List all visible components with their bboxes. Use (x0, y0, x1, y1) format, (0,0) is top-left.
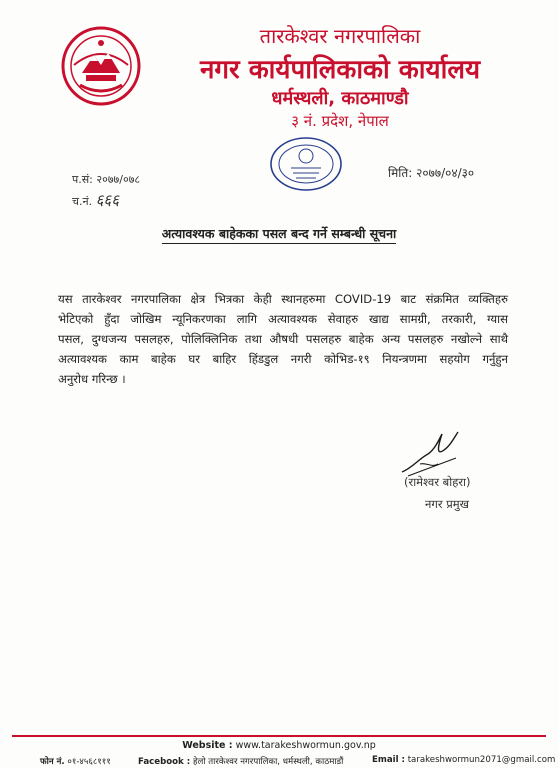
notice-body (58, 289, 508, 389)
signer-designation: नगर प्रमुख (425, 497, 470, 511)
phone-label: फोन नं. (40, 757, 65, 767)
footer-website (0, 740, 558, 751)
facebook-page[interactable]: हेलो तारकेश्वर नगरपालिका, धर्मस्थली, काठमाडौं (192, 757, 344, 767)
ref-cn-value: ६६६ (95, 191, 119, 209)
footer-email (372, 755, 555, 765)
ref-cn-label: च.नं. (72, 195, 93, 208)
signer-name: (रामेश्वर बोहरा) (404, 475, 471, 489)
footer-phone (40, 755, 111, 767)
nepal-emblem-icon (60, 25, 142, 107)
body-line: भेटिएको हुँदा जोखिम न्यूनिकरणका लागि अत्यावश्यक सेवाहरु खाद्य सामग्री, तरकारी, ग्यास (58, 312, 508, 326)
municipality-name: तारकेश्वर नगरपालिका (259, 24, 421, 48)
website-label: Website : (182, 740, 233, 751)
office-location: धर्मस्थली, काठमाण्डौ (271, 88, 409, 109)
reference-cn (72, 190, 119, 210)
website-link[interactable]: www.tarakeshwormun.gov.np (235, 740, 376, 751)
footer-facebook (138, 755, 343, 767)
ref-ps-value: २०७७/०७८ (96, 173, 141, 186)
office-province: ३ नं. प्रदेश, नेपाल (291, 112, 389, 130)
notice-date (388, 164, 474, 181)
date-label: मिति: (388, 166, 413, 180)
reference-ps (72, 172, 140, 187)
body-line: यस तारकेश्वर नगरपालिका क्षेत्र भित्रका केही स्थानहरुमा COVID-19 बाट संक्रमित व्यक्तिहरु (58, 292, 508, 306)
facebook-label: Facebook : (138, 757, 191, 767)
footer-rule (12, 735, 546, 737)
body-line: पसल, दुग्धजन्य पसलहरु, पोलिक्लिनिक तथा औषधी पसलहरु बाहेक अन्य पसलहरु नखोल्ने साथै (58, 332, 508, 346)
subject-text: अत्यावश्यक बाहेकका पसल बन्द गर्ने सम्बन्धी सूचना (162, 226, 397, 244)
notice-subject (0, 225, 558, 242)
email-label: Email : (372, 755, 405, 765)
body-line: अत्यावश्यक काम बाहेक घर बाहिर हिंडडुल नगरी कोभिड-१९ नियन्त्रणमा सहयोग गर्नुहुन (58, 352, 508, 366)
date-value: २०७७/०४/३० (416, 166, 475, 180)
email-address[interactable]: tarakeshwormun2071@gmail.com (407, 755, 556, 765)
office-seal-stamp-icon (267, 134, 345, 194)
ref-ps-label: प.सं: (72, 173, 93, 186)
office-name: नगर कार्यपालिकाको कार्यालय (199, 55, 481, 85)
phone-number: ०१-४५६८१११ (67, 757, 111, 767)
body-line: अनुरोध गरिन्छ । (58, 372, 126, 386)
signature-icon (398, 428, 464, 480)
